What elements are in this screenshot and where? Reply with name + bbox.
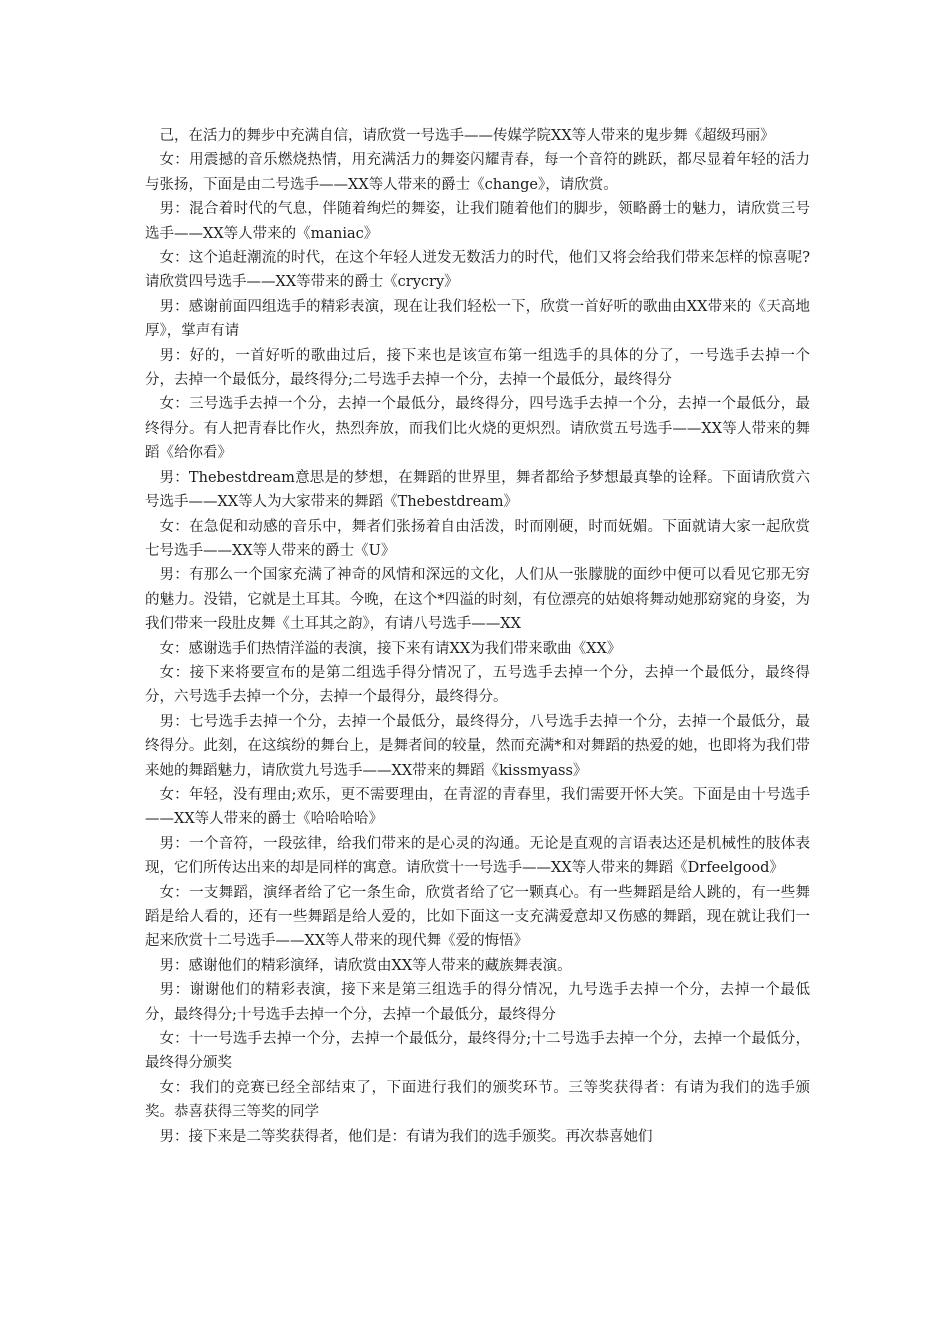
paragraph: 女：一支舞蹈，演绎者给了它一条生命，欣赏者给了它一颗真心。有一些舞蹈是给人跳的，有一些舞蹈是给人看的，还有一些舞蹈是给人爱的，比如下面这一支充满爱意却又伤感的舞蹈，现在就让我们一起来欣赏十二号选手——XX等人带来的现代舞《爱的悔悟》	[145, 884, 810, 950]
paragraph: 男：感谢他们的精彩演绎，请欣赏由XX等人带来的藏族舞表演。	[159, 957, 572, 974]
paragraph: 女：感谢选手们热情洋溢的表演，接下来有请XX为我们带来歌曲《XX》	[159, 640, 622, 657]
paragraph: 男：好的，一首好听的歌曲过后，接下来也是该宣布第一组选手的具体的分了，一号选手去掉一个分，去掉一个最低分，最终得分;二号选手去掉一个分，去掉一个最低分，最终得分	[145, 347, 810, 389]
paragraph: 男：谢谢他们的精彩表演，接下来是第三组选手的得分情况，九号选手去掉一个分，去掉一个最低分，最终得分;十号选手去掉一个分，去掉一个最低分，最终得分	[145, 982, 810, 1023]
paragraph: 男：Thebestdream意思是的梦想，在舞蹈的世界里，舞者都给予梦想最真挚的诠释。下面请欣赏六号选手——XX等人为大家带来的舞蹈《Thebestdream》	[145, 469, 810, 511]
paragraph: 男：感谢前面四组选手的精彩表演，现在让我们轻松一下，欣赏一首好听的歌曲由XX带来的《天高地厚》，掌声有请	[145, 298, 810, 340]
paragraph: 男：一个音符，一段弦律，给我们带来的是心灵的沟通。无论是直观的言语表达还是机械性的肢体表现，它们所传达出来的却是同样的寓意。请欣赏十一号选手——XX等人带来的舞蹈《Drfeelgood》	[145, 835, 810, 877]
paragraph: 男：七号选手去掉一个分，去掉一个最低分，最终得分，八号选手去掉一个分，去掉一个最低分，最终得分。此刻，在这缤纷的舞台上，是舞者间的较量，然而充满*和对舞蹈的热爱的她，也即将为我们带来她的舞蹈魅力，请欣赏九号选手——XX带来的舞蹈《kissmyass》	[145, 713, 810, 779]
paragraph: 女：我们的竞赛已经全部结束了，下面进行我们的颁奖环节。三等奖获得者：有请为我们的选手颁奖。恭喜获得三等奖的同学	[145, 1079, 810, 1121]
paragraph: 女：用震撼的音乐燃烧热情，用充满活力的舞姿闪耀青春，每一个音符的跳跃，都尽显着年轻的活力与张扬，下面是由二号选手——XX等人带来的爵士《change》，请欣赏。	[145, 152, 810, 193]
paragraph: 女：年轻，没有理由;欢乐，更不需要理由，在青涩的青春里，我们需要开怀大笑。下面是由十号选手——XX等人带来的爵士《哈哈哈哈》	[145, 786, 810, 828]
document-body	[145, 124, 810, 1149]
paragraph: 男：有那么一个国家充满了神奇的风情和深远的文化，人们从一张朦胧的面纱中便可以看见它那无穷的魅力。没错，它就是土耳其。今晚，在这个*四溢的时刻，有位漂亮的姑娘将舞动她那窈窕的身姿，为我们带来一段肚皮舞《土耳其之韵》，有请八号选手——XX	[145, 567, 810, 633]
paragraph: 女：三号选手去掉一个分，去掉一个最低分，最终得分，四号选手去掉一个分，去掉一个最低分，最终得分。有人把青春比作火，热烈奔放，而我们比火烧的更炽烈。请欣赏五号选手——XX等人带来的舞蹈《给你看》	[145, 396, 810, 462]
paragraph: 女：这个追赶潮流的时代，在这个年轻人迸发无数活力的时代，他们又将会给我们带来怎样的惊喜呢?请欣赏四号选手——XX等带来的爵士《crycry》	[145, 250, 810, 291]
paragraph: 男：混合着时代的气息，伴随着绚烂的舞姿，让我们随着他们的脚步，领略爵士的魅力，请欣赏三号选手——XX等人带来的《maniac》	[145, 201, 810, 242]
paragraph: 女：接下来将要宣布的是第二组选手得分情况了，五号选手去掉一个分，去掉一个最低分，最终得分，六号选手去掉一个分，去掉一个最得分，最终得分。	[145, 664, 810, 706]
paragraph: 女：在急促和动感的音乐中，舞者们张扬着自由活泼，时而刚硬，时而妩媚。下面就请大家一起欣赏七号选手——XX等人带来的爵士《U》	[145, 518, 810, 559]
paragraph: 女：十一号选手去掉一个分，去掉一个最低分，最终得分;十二号选手去掉一个分，去掉一个最低分，最终得分颁奖	[145, 1031, 810, 1072]
paragraph: 己，在活力的舞步中充满自信，请欣赏一号选手——传媒学院XX等人带来的鬼步舞《超级玛丽》	[159, 128, 775, 144]
paragraph: 男：接下来是二等奖获得者，他们是：有请为我们的选手颁奖。再次恭喜她们	[159, 1128, 653, 1145]
